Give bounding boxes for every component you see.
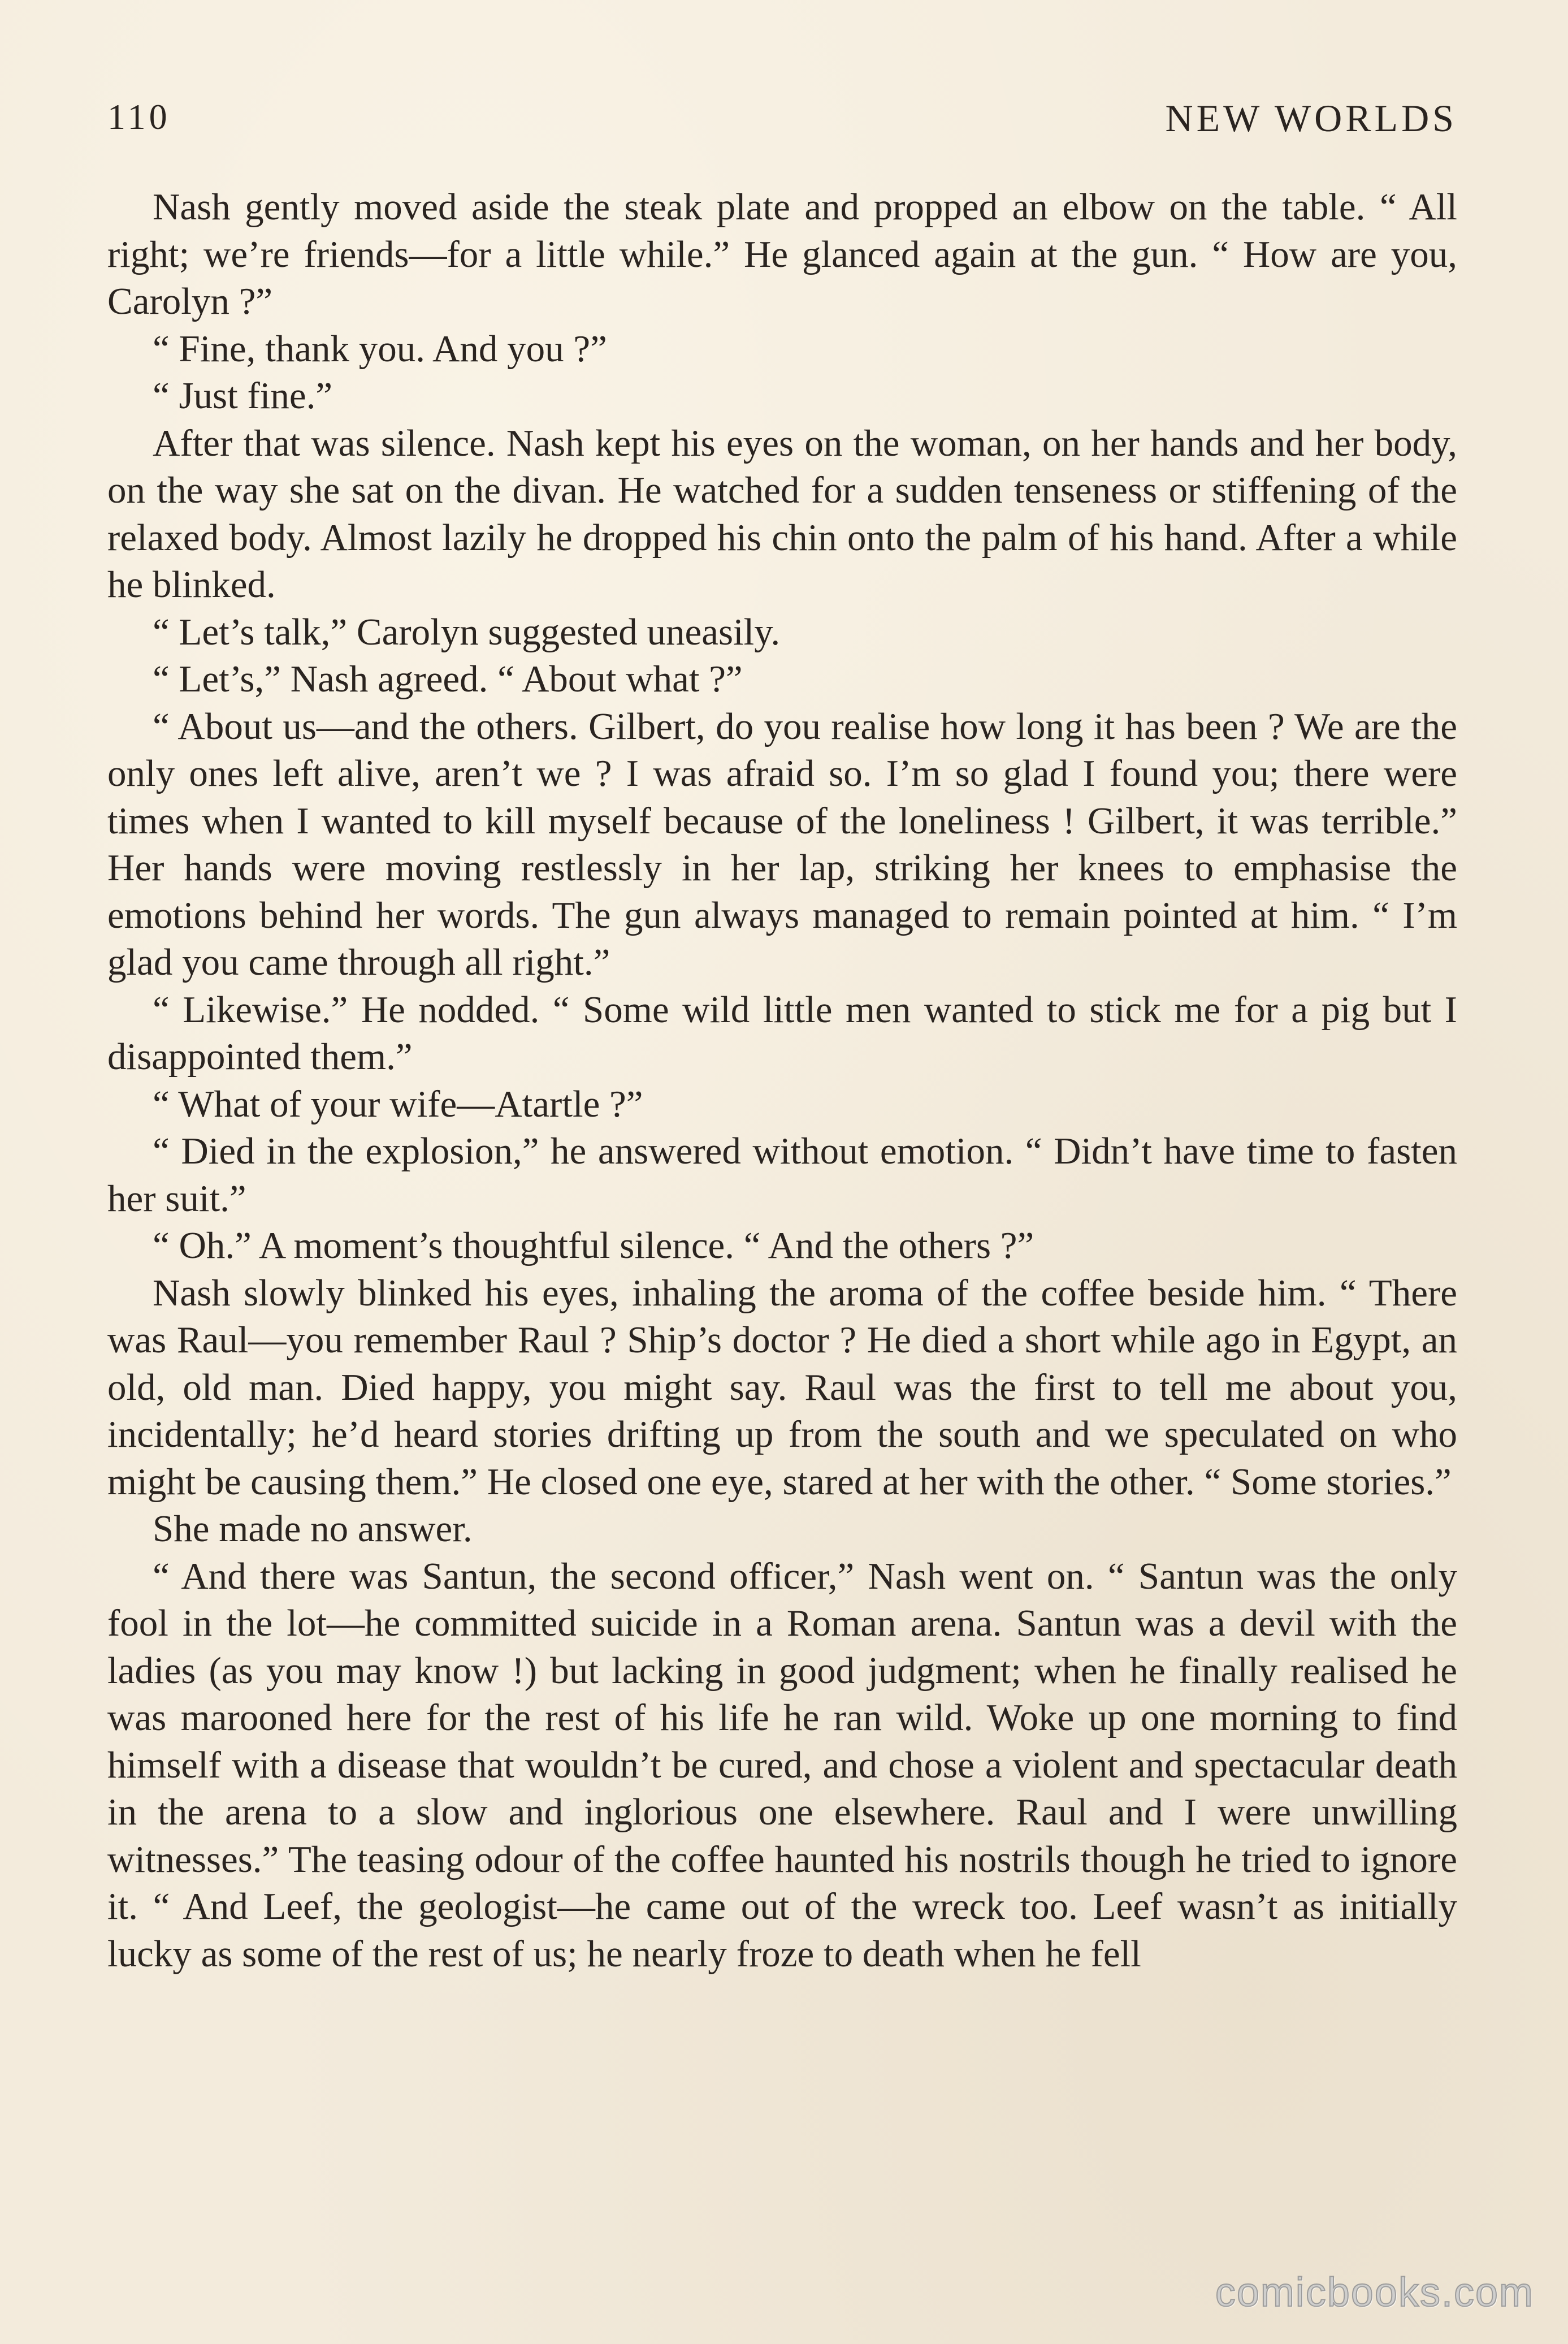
paragraph: “ Died in the explosion,” he answered without emotion. “ Didn’t have time to fasten her suit.”: [107, 1130, 1457, 1219]
body-text: [107, 184, 1457, 1978]
site-watermark: comicbooks.com: [1215, 2270, 1534, 2315]
paragraph: “ Let’s talk,” Carolyn suggested uneasily.: [153, 611, 781, 653]
paragraph: “ Just fine.”: [153, 375, 333, 417]
paragraph: “ And there was Santun, the second officer,” Nash went on. “ Santun was the only fool in the lot—he committed suicide in a Roman arena. Santun was a devil with the ladies (as you may know !) but lacking in good judgment; when he finally realised he was marooned here for the rest of his life he ran wild. Woke up one morning to find himself with a disease that wouldn’t be cured, and chose a violent and spectacular death in the arena to a slow and inglorious one elsewhere. Raul and I were unwilling witnesses.” The teasing odour of the coffee haunted his nostrils though he tried to ignore it. “ And Leef, the geologist—he came out of the wreck too. Leef wasn’t as initially lucky as some of the rest of us; he nearly froze to death when he fell: [107, 1555, 1457, 1975]
paragraph: “ Fine, thank you. And you ?”: [153, 327, 607, 370]
paragraph: “ About us—and the others. Gilbert, do you realise how long it has been ? We are the only ones left alive, aren’t we ? I was afraid so. I’m so glad I found you; there were times when I wanted to kill myself because of the loneliness ! Gilbert, it was terrible.” Her hands were moving restlessly in her lap, striking her knees to emphasise the emotions behind her words. The gun always managed to remain pointed at him. “ I’m glad you came through all right.”: [107, 705, 1457, 983]
page-number: 110: [107, 97, 171, 137]
paragraph: “ Let’s,” Nash agreed. “ About what ?”: [153, 658, 743, 700]
paragraph: Nash slowly blinked his eyes, inhaling the aroma of the coffee beside him. “ There was Raul—you remember Raul ? Ship’s doctor ? He died a short while ago in Egypt, an old, old man. Died happy, you might say. Raul was the first to tell me about you, incidentally; he’d heard stories drifting up from the south and we speculated on who might be causing them.” He closed one eye, stared at her with the other. “ Some stories.”: [107, 1272, 1457, 1503]
paragraph: “ Likewise.” He nodded. “ Some wild little men wanted to stick me for a pig but I disappointed them.”: [107, 988, 1457, 1078]
paragraph: “ Oh.” A moment’s thoughtful silence. “ And the others ?”: [153, 1225, 1034, 1266]
paragraph: She made no answer.: [153, 1508, 473, 1550]
paragraph: Nash gently moved aside the steak plate and propped an elbow on the table. “ All right; we’re friends—for a little while.” He glanced again at the gun. “ How are you, Carolyn ?”: [107, 186, 1457, 322]
paragraph: “ What of your wife—Atartle ?”: [153, 1083, 643, 1125]
running-title: NEW WORLDS: [1165, 97, 1457, 140]
paragraph: After that was silence. Nash kept his eyes on the woman, on her hands and her body, on the way she sat on the divan. He watched for a sudden tenseness or stiffening of the relaxed body. Almost lazily he dropped his chin onto the palm of his hand. After a while he blinked.: [107, 422, 1457, 606]
